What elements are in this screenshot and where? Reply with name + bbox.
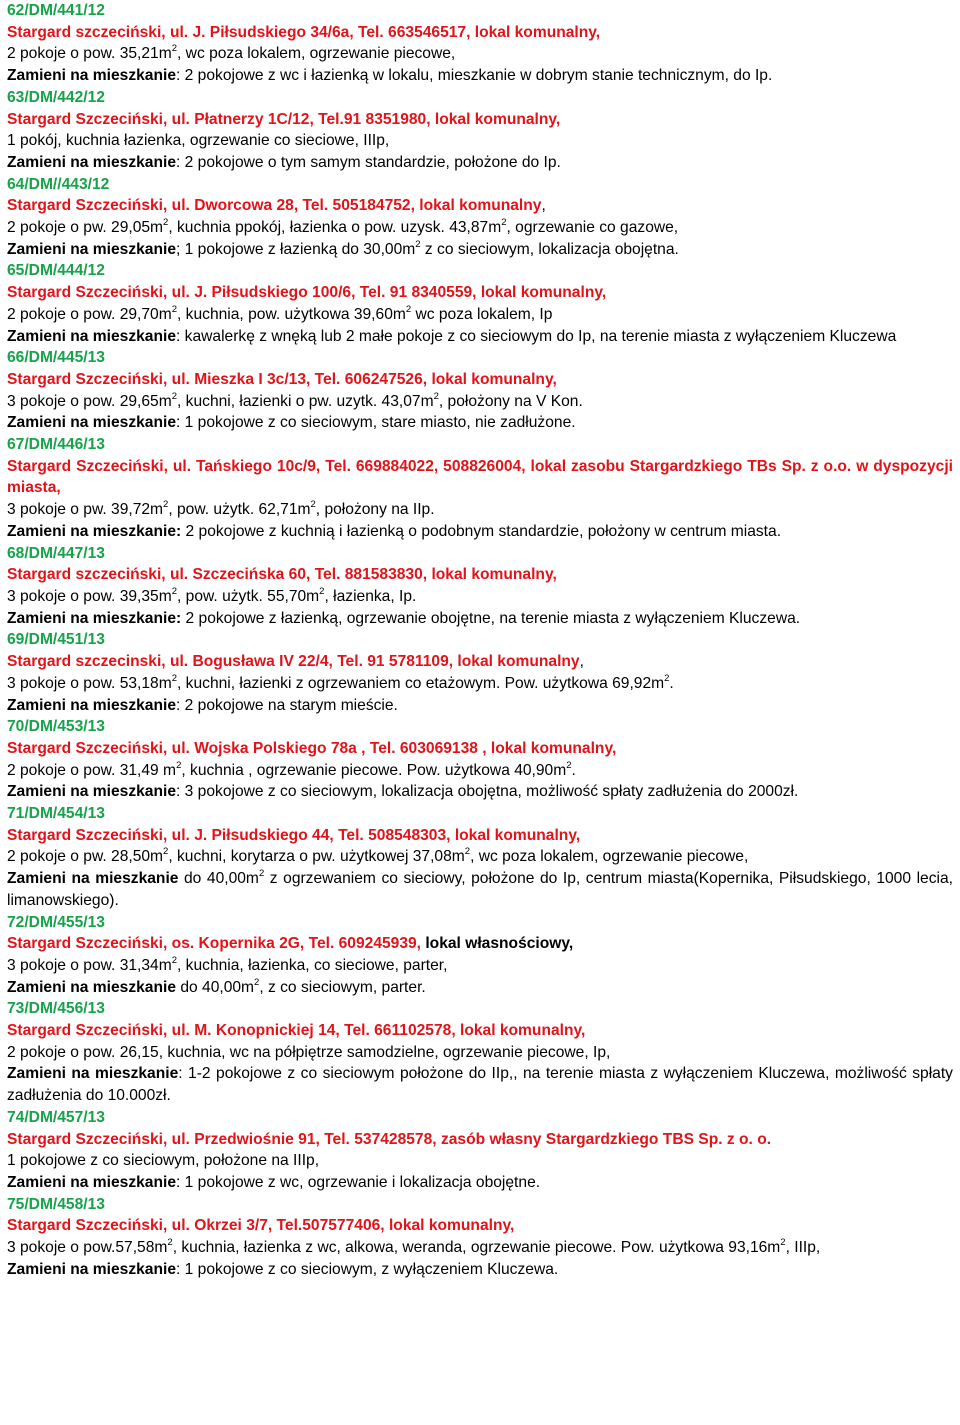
listing-exchange <box>7 977 953 999</box>
text-run: , pow. użytk. 62,71m <box>168 501 311 519</box>
address-suffix: lokal własnościowy, <box>421 935 574 953</box>
listing-id: 71/DM/454/13 <box>7 805 105 823</box>
listing-exchange <box>7 608 953 630</box>
listing-description <box>7 955 953 977</box>
listing-entry <box>7 998 953 1107</box>
address-text: Stargard szczecinski, ul. Bogusława IV 22/4, Tel. 91 5781109, lokal komunalny <box>7 653 580 671</box>
listing-exchange <box>7 412 953 434</box>
exchange-label: Zamieni na mieszkanie <box>7 696 177 714</box>
listing-id: 67/DM/446/13 <box>7 436 105 454</box>
listing-entry <box>7 0 953 87</box>
listing-entry <box>7 716 953 803</box>
listing-id: 66/DM/445/13 <box>7 349 105 367</box>
superscript-exponent: 2 <box>171 303 178 315</box>
exchange-label: Zamieni na mieszkanie <box>7 67 177 85</box>
superscript-exponent: 2 <box>415 238 421 250</box>
text-run: 2 pokoje o pw. 28,50m <box>7 848 164 866</box>
superscript-exponent: 2 <box>319 585 325 597</box>
listing-id: 64/DM//443/12 <box>7 175 110 193</box>
text-run: , kuchni, łazienki o pw. uzytk. 43,07m <box>177 392 434 410</box>
text-run: 3 pokoje o pow. 53,18m <box>7 674 172 692</box>
superscript-exponent: 2 <box>163 499 169 511</box>
listing-entry <box>7 629 953 716</box>
text-run: : 2 pokojowe o tym samym standardzie, położone do Ip. <box>176 153 561 171</box>
text-run: do 40,00m <box>176 978 255 996</box>
address-text: Stargard Szczeciński, ul. Dworcowa 28, Tel. 505184752, lokal komunalny <box>7 197 542 215</box>
listing-description <box>7 499 953 521</box>
address-text: Stargard Szczeciński, ul. Wojska Polskiego 78a , Tel. 603069138 , lokal komunalny, <box>7 739 617 757</box>
listing-exchange <box>7 1063 953 1106</box>
listing-address <box>7 933 953 955</box>
text-run: z co sieciowym, lokalizacja obojętna. <box>420 240 679 258</box>
superscript-exponent: 2 <box>176 759 182 771</box>
listing-description <box>7 130 953 152</box>
text-run: 2 pokoje o pow. 29,70m <box>7 305 172 323</box>
listing-description <box>7 217 953 239</box>
text-run: , kuchnia , ogrzewanie piecowe. Pow. użytkowa 40,90m <box>181 761 567 779</box>
text-run: 2 pokoje o pow. 31,49 m <box>7 761 177 779</box>
address-text: Stargard Szczeciński, ul. J. Piłsudskiego 44, Tel. 508548303, lokal komunalny, <box>7 826 581 844</box>
text-run: : 2 pokojowe na starym mieście. <box>176 696 398 714</box>
text-run: , kuchni, korytarza o pw. użytkowej 37,08m <box>168 848 465 866</box>
text-run: , położony na IIp. <box>315 501 435 519</box>
exchange-label: Zamieni na mieszkanie <box>7 1065 179 1083</box>
listing-address <box>7 651 953 673</box>
superscript-exponent: 2 <box>171 672 178 684</box>
superscript-exponent: 2 <box>171 390 178 402</box>
text-run: wc poza lokalem, Ip <box>411 305 553 323</box>
exchange-label: Zamieni na mieszkanie <box>7 240 177 258</box>
text-run: , kuchnia ppokój, łazienka o pow. uzysk. 43,87m <box>168 219 502 237</box>
listing-exchange <box>7 1172 953 1194</box>
exchange-label: Zamieni na mieszkanie <box>7 1260 177 1278</box>
exchange-label: Zamieni na mieszkanie: <box>7 522 182 540</box>
text-run: : kawalerkę z wnęką lub 2 małe pokoje z co sieciowym do Ip, na terenie miasta z wyłączeniem Kluczewa <box>176 327 897 345</box>
listing-description <box>7 1237 953 1259</box>
listing-description <box>7 586 953 608</box>
listing-id: 68/DM/447/13 <box>7 544 105 562</box>
listing-description <box>7 673 953 695</box>
address-text: Stargard Szczeciński, ul. Tańskiego 10c/9, Tel. 669884022, 508826004, lokal zasobu Stargardzkiego TBs Sp. z o.o. w dyspozycji miasta, <box>7 457 953 497</box>
listing-exchange <box>7 239 953 261</box>
exchange-label: Zamieni na mieszkanie: <box>7 609 182 627</box>
listing-address <box>7 456 953 499</box>
address-text: Stargard Szczeciński, ul. Płatnerzy 1C/12, Tel.91 8351980, lokal komunalny, <box>7 110 561 128</box>
address-text: Stargard Szczeciński, ul. Okrzei 3/7, Tel.507577406, lokal komunalny, <box>7 1217 515 1235</box>
listing-address <box>7 564 953 586</box>
text-run: : 1-2 pokojowe z co sieciowym położone do IIp,, na terenie miasta z wyłączeniem Kluczewa, możliwość spłaty zadłużenia do 10.000zł. <box>7 1065 953 1105</box>
listing-entry <box>7 87 953 174</box>
exchange-label: Zamieni na mieszkanie <box>7 153 177 171</box>
listing-address <box>7 738 953 760</box>
superscript-exponent: 2 <box>258 868 265 880</box>
listing-address <box>7 195 953 217</box>
listing-entry <box>7 347 953 434</box>
listing-exchange <box>7 521 953 543</box>
listing-exchange <box>7 781 953 803</box>
text-run: : 1 pokojowe z wc, ogrzewanie i lokalizacja obojętne. <box>176 1173 541 1191</box>
listing-description <box>7 391 953 413</box>
listing-id: 69/DM/451/13 <box>7 631 105 649</box>
listing-document <box>7 0 953 1280</box>
listing-entry <box>7 260 953 347</box>
superscript-exponent: 2 <box>167 1237 173 1249</box>
listing-address <box>7 22 953 44</box>
listing-exchange <box>7 868 953 911</box>
listing-address <box>7 282 953 304</box>
listing-id: 74/DM/457/13 <box>7 1108 105 1126</box>
superscript-exponent: 2 <box>163 217 169 229</box>
text-run: . <box>571 761 576 779</box>
superscript-exponent: 2 <box>254 976 260 988</box>
listing-address <box>7 1129 953 1151</box>
listing-entry <box>7 434 953 543</box>
address-text: Stargard Szczeciński, ul. M. Konopnickiej 14, Tel. 661102578, lokal komunalny, <box>7 1022 586 1040</box>
listing-address <box>7 825 953 847</box>
address-text: Stargard szczeciński, ul. J. Piłsudskiego 34/6a, Tel. 663546517, lokal komunalny, <box>7 23 601 41</box>
listing-exchange <box>7 326 953 348</box>
exchange-label: Zamieni na mieszkanie <box>7 1173 177 1191</box>
exchange-label: Zamieni na mieszkanie <box>7 783 177 801</box>
text-run: 2 pokoje o pw. 29,05m <box>7 219 164 237</box>
text-run: , łazienka, Ip. <box>324 587 417 605</box>
text-run: 3 pokoje o pow. 29,65m <box>7 392 172 410</box>
address-text: Stargard Szczeciński, ul. Przedwiośnie 91, Tel. 537428578, zasób własny Stargardzkiego TBS Sp. z o. o. <box>7 1130 772 1148</box>
text-run: 3 pokoje o pw. 39,72m <box>7 501 164 519</box>
address-suffix: , <box>541 197 546 215</box>
address-suffix: , <box>579 653 584 671</box>
listing-exchange <box>7 695 953 717</box>
superscript-exponent: 2 <box>464 846 471 858</box>
listing-id: 63/DM/442/12 <box>7 88 105 106</box>
text-run: , kuchnia, łazienka, co sieciowe, parter, <box>177 956 448 974</box>
text-run: 3 pokoje o pow.57,58m <box>7 1239 168 1257</box>
text-run: , wc poza lokalem, ogrzewanie piecowe, <box>177 45 456 63</box>
exchange-label: Zamieni na mieszkanie <box>7 327 177 345</box>
text-run: : 1 pokojowe z co sieciowym, z wyłączeniem Kluczewa. <box>176 1260 559 1278</box>
text-run: 1 pokój, kuchnia łazienka, ogrzewanie co sieciowe, IIIp, <box>7 132 390 150</box>
text-run: , pow. użytk. 55,70m <box>177 587 320 605</box>
text-run: ; 1 pokojowe z łazienką do 30,00m <box>176 240 416 258</box>
text-run: z ogrzewaniem co sieciowy, położone do Ip, centrum miasta(Kopernika, Piłsudskiego, 1000 lecia, limanowskiego). <box>7 870 953 909</box>
text-run: , położony na V Kon. <box>438 392 583 410</box>
text-run: , ogrzewanie co gazowe, <box>506 219 679 237</box>
listing-id: 62/DM/441/12 <box>7 2 105 19</box>
address-text: Stargard Szczeciński, os. Kopernika 2G, Tel. 609245939, <box>7 935 422 953</box>
listing-description <box>7 1042 953 1064</box>
listing-entry <box>7 803 953 912</box>
superscript-exponent: 2 <box>310 499 316 511</box>
text-run: , kuchni, łazienki z ogrzewaniem co etażowym. Pow. użytkowa 69,92m <box>177 674 665 692</box>
listing-entry <box>7 912 953 999</box>
listing-exchange <box>7 1259 953 1281</box>
superscript-exponent: 2 <box>501 217 507 229</box>
superscript-exponent: 2 <box>171 954 178 966</box>
text-run: , z co sieciowym, parter. <box>259 978 426 996</box>
listing-description <box>7 304 953 326</box>
listing-description <box>7 846 953 868</box>
text-run: 2 pokojowe z łazienką, ogrzewanie obojętne, na terenie miasta z wyłączeniem Kluczewa. <box>181 609 801 627</box>
superscript-exponent: 2 <box>433 390 439 402</box>
listing-entry <box>7 1194 953 1281</box>
listing-id: 73/DM/456/13 <box>7 1000 105 1018</box>
address-text: Stargard szczeciński, ul. Szczecińska 60, Tel. 881583830, lokal komunalny, <box>7 566 557 584</box>
listing-exchange <box>7 65 953 87</box>
text-run: : 1 pokojowe z co sieciowym, stare miasto, nie zadłużone. <box>176 414 576 432</box>
text-run: 2 pokojowe z kuchnią i łazienką o podobnym standardzie, położony w centrum miasta. <box>181 522 782 540</box>
text-run: 3 pokoje o pow. 39,35m <box>7 587 172 605</box>
address-text: Stargard Szczeciński, ul. Mieszka I 3c/13, Tel. 606247526, lokal komunalny, <box>7 370 557 388</box>
text-run: : 3 pokojowe z co sieciowym, lokalizacja obojętna, możliwość spłaty zadłużenia do 2000zł. <box>176 783 799 801</box>
exchange-label: Zamieni na mieszkanie <box>7 978 177 996</box>
listing-entry <box>7 1107 953 1194</box>
listing-exchange <box>7 152 953 174</box>
listing-entry <box>7 543 953 630</box>
listing-description <box>7 43 953 65</box>
listing-id: 75/DM/458/13 <box>7 1195 105 1213</box>
listing-id: 72/DM/455/13 <box>7 913 105 931</box>
superscript-exponent: 2 <box>780 1237 786 1249</box>
superscript-exponent: 2 <box>171 585 178 597</box>
text-run: 3 pokoje o pow. 31,34m <box>7 956 172 974</box>
superscript-exponent: 2 <box>664 672 670 684</box>
listing-address <box>7 1020 953 1042</box>
listing-address <box>7 109 953 131</box>
superscript-exponent: 2 <box>163 846 169 858</box>
superscript-exponent: 2 <box>405 303 412 315</box>
listing-id: 65/DM/444/12 <box>7 262 105 280</box>
listing-description <box>7 1150 953 1172</box>
listing-id: 70/DM/453/13 <box>7 718 105 736</box>
text-run: , IIIp, <box>785 1239 821 1257</box>
listing-description <box>7 760 953 782</box>
text-run: , kuchnia, pow. użytkowa 39,60m <box>177 305 406 323</box>
listing-address <box>7 1215 953 1237</box>
exchange-label: Zamieni na mieszkanie <box>7 414 177 432</box>
text-run: 2 pokoje o pow. 35,21m <box>7 45 172 63</box>
text-run: . <box>669 674 674 692</box>
exchange-label: Zamieni na mieszkanie <box>7 870 179 888</box>
superscript-exponent: 2 <box>171 43 178 55</box>
text-run: : 2 pokojowe z wc i łazienką w lokalu, mieszkanie w dobrym stanie technicznym, do Ip. <box>176 67 773 85</box>
listing-address <box>7 369 953 391</box>
text-run: 1 pokojowe z co sieciowym, położone na IIIp, <box>7 1152 320 1170</box>
text-run: , wc poza lokalem, ogrzewanie piecowe, <box>470 848 749 866</box>
superscript-exponent: 2 <box>566 759 572 771</box>
text-run: , kuchnia, łazienka z wc, alkowa, weranda, ogrzewanie piecowe. Pow. użytkowa 93,16m <box>172 1239 781 1257</box>
listing-entry <box>7 174 953 261</box>
address-text: Stargard Szczeciński, ul. J. Piłsudskiego 100/6, Tel. 91 8340559, lokal komunalny, <box>7 284 607 302</box>
text-run: 2 pokoje o pow. 26,15, kuchnia, wc na półpiętrze samodzielne, ogrzewanie piecowe, Ip, <box>7 1043 611 1061</box>
text-run: do 40,00m <box>178 870 259 888</box>
